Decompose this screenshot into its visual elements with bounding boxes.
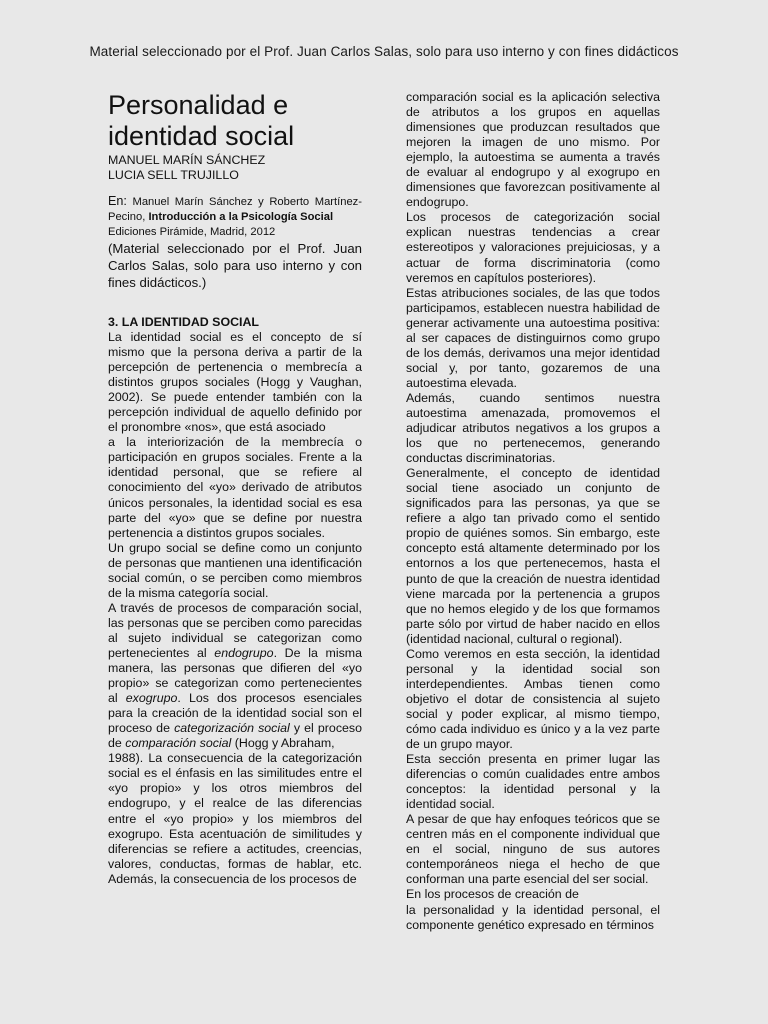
- authors: [108, 153, 362, 182]
- right-column: [406, 90, 660, 933]
- paragraph: Además, cuando sentimos nuestra autoestima amenazada, promovemos el adjudicar atributos negativos a los grupos a los que no pertenecemos, generando conductas discriminatorias.: [406, 390, 660, 466]
- text-run: (Hogg y Abraham,: [231, 736, 335, 751]
- author-1: MANUEL MARÍN SÁNCHEZ: [108, 153, 266, 167]
- paragraph: Esta sección presenta en primer lugar las diferencias o común cualidades entre ambos conceptos: la identidad personal y la identidad social.: [406, 752, 660, 812]
- paragraph: Generalmente, el concepto de identidad social tiene asociado un conjunto de significados para las personas, ya que se refiere a algo tan privado como el sentido propio de quiénes somos. Sin embargo, este concepto está altamente determinado por los entornos a los que pertenecemos, hasta el punto de que la creación de nuestra identidad viene marcada por la pertenencia a grupos que no hemos elegido y de los que formamos parte sólo por virtud de haber nacido en ellos (identidad nacional, cultural o regional).: [406, 466, 660, 646]
- usage-note: (Material seleccionado por el Prof. Juan Carlos Salas, solo para uso interno y con fines didácticos.): [108, 241, 362, 290]
- paragraph: Los procesos de categorización social explican nuestras tendencias a crear estereotipos y valoraciones prejuiciosas, y a actuar de forma discriminatoria (como veremos en capítulos posteriores).: [406, 210, 660, 285]
- paragraph: Un grupo social se define como un conjunto de personas que mantienen una identificación social común, o se perciben como miembros de la misma categoría social.: [108, 540, 362, 600]
- paragraph: En los procesos de creación de: [406, 887, 579, 902]
- text-run: A través de procesos de comparación social, las personas que se perciben como parecidas al sujeto individual se categorizan como pertenecientes al: [108, 600, 362, 660]
- title-line-1: Personalidad e: [108, 90, 289, 120]
- title-line-2: identidad social: [108, 121, 295, 151]
- paragraph: A pesar de que hay enfoques teóricos que se centren más en el componente individual que en el social, ninguno de sus autores contemporáneos niega el hecho de que conforman una parte esencial del ser social.: [406, 812, 660, 887]
- source-book-title: Introducción a la Psicología Social: [148, 211, 334, 223]
- term-comparacion: comparación social: [125, 736, 232, 751]
- term-exogrupo: exogrupo: [125, 691, 178, 706]
- text-run: . Los dos procesos esenciales para la creación de la identidad social son el proceso de: [108, 691, 362, 736]
- source-publisher: Ediciones Pirámide, Madrid, 2012: [108, 226, 276, 238]
- page-header: Material seleccionado por el Prof. Juan Carlos Salas, solo para uso interno y con fines didácticos: [89, 44, 679, 59]
- paragraph: comparación social es la aplicación selectiva de atributos a los grupos en aquellas dimensiones que produzcan resultados que mejoren la imagen de uno mismo. Por ejemplo, la autoestima se aumenta a través de evaluar al endogrupo y al exogrupo en dimensiones que favorezcan positivamente al endogrupo.: [406, 90, 660, 210]
- document-title: [108, 90, 362, 152]
- paragraph: Estas atribuciones sociales, de las que todos participamos, establecen nuestra habilidad de generar activamente una autoestima positiva: al ser capaces de distinguirnos como grupo de los demás, derivamos una mejor identidad social y, por tanto, gozaremos de una autoestima elevada.: [406, 285, 660, 390]
- text-run: . De la misma manera, las personas que difieren del «yo propio» se categorizan como pertenecientes al: [108, 645, 362, 706]
- term-categorizacion: categorización social: [174, 721, 290, 736]
- paragraph: [108, 601, 362, 751]
- paragraph: a la interiorización de la membrecía o participación en grupos sociales. Frente a la identidad personal, que se refiere al conocimiento del «yo» derivado de atributos únicos personales, la identidad social es esa parte del «yo» que se define por nuestra pertenencia a distintos grupos sociales.: [108, 435, 362, 540]
- term-endogrupo: endogrupo: [214, 645, 274, 660]
- paragraph: 1988). La consecuencia de la categorización social es el énfasis en las similitudes entre el «yo propio» y los otros miembros del endogrupo, y el realce de las diferencias entre el «yo propio» y los miembros del exogrupo. Esta acentuación de similitudes y diferencias se refiere a actitudes, creencias, valores, conductas, formas de hablar, etc. Además, la consecuencia de los procesos de: [108, 751, 362, 886]
- paragraph: Como veremos en esta sección, la identidad personal y la identidad social son interdependientes. Ambas tienen como objetivo el dotar de consistencia al sujeto social y poder explicar, al mismo tiempo, cómo cada individuo es único y a la vez parte de un grupo mayor.: [406, 646, 660, 752]
- left-column: [108, 90, 362, 887]
- source-label: En:: [108, 194, 127, 208]
- paragraph: La identidad social es el concepto de sí mismo que la persona deriva a partir de la percepción de pertenencia o membrecía a distintos grupos sociales (Hogg y Vaughan, 2002). Se puede entender también con la percepción individual de aquello definido por el pronombre «nos», que está asociado: [108, 330, 362, 435]
- paragraph: la personalidad y la identidad personal, el componente genético expresado en términos: [406, 902, 660, 932]
- source-reference: [108, 194, 362, 240]
- source-authors: Manuel Marín Sánchez y Roberto Martínez-Pecino,: [108, 196, 362, 223]
- text-run: y el proceso de: [108, 721, 362, 751]
- author-2: LUCIA SELL TRUJILLO: [108, 167, 239, 182]
- section-heading: 3. LA IDENTIDAD SOCIAL: [108, 315, 259, 329]
